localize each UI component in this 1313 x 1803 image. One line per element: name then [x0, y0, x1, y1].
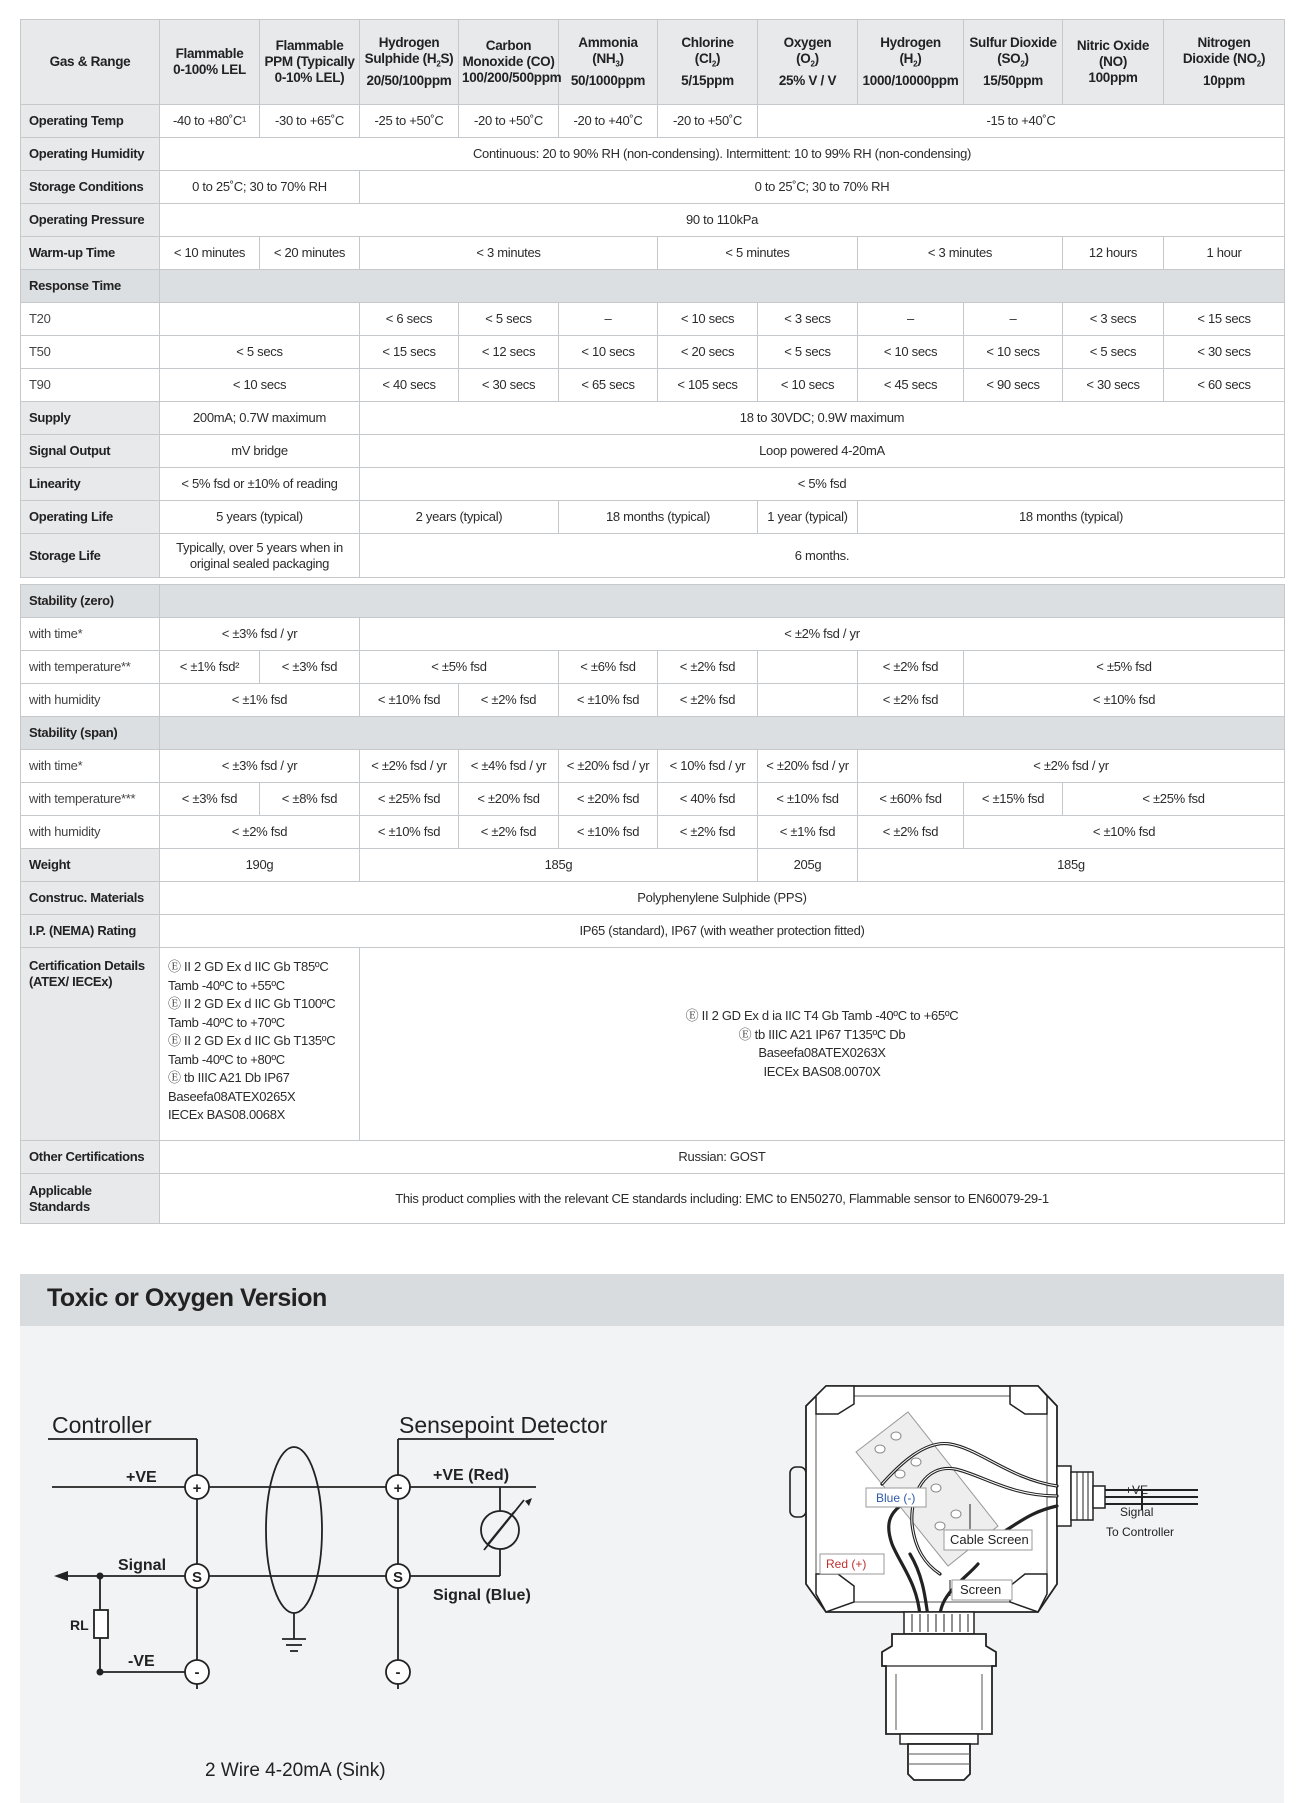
cell: -20 to +40˚C: [559, 105, 658, 138]
row-signal-output: [21, 435, 1285, 468]
row-label: T90: [21, 369, 160, 402]
cell: –: [559, 303, 658, 336]
cell: 1 year (typical): [758, 501, 858, 534]
cell: < ±10% fsd: [360, 684, 459, 717]
controller-label: Controller: [52, 1412, 152, 1438]
row-zero-with-humidity: [21, 684, 1285, 717]
col-h2: Hydrogen $(H_2)$ 1000/10000ppm: [858, 20, 964, 105]
cell: This product complies with the relevant CE standards including: EMC to EN50270, Flammable sensor to EN60079-29-1: [160, 1174, 1285, 1224]
cell: < 3 minutes: [858, 237, 1063, 270]
screen-label: Screen: [960, 1582, 1002, 1597]
cert-left: Ⓔ II 2 GD Ex d IIC Gb T85ºC Tamb -40ºC to +55ºC Ⓔ II 2 GD Ex d IIC Gb T100ºC Tamb -40ºC to +70ºC Ⓔ II 2 GD Ex d IIC Gb T135ºC Tamb -40ºC to +80ºC Ⓔ tb IIIC A21 Db IP67 Baseefa08ATEX0265X IECEx BAS08.0068X: [160, 948, 360, 1141]
cell: < ±5% fsd: [964, 651, 1285, 684]
cell: < ±25% fsd: [1063, 783, 1285, 816]
cell: [758, 651, 858, 684]
col-o2: Oxygen $(O_2)$ 25% V / V: [758, 20, 858, 105]
cell: < 40% fsd: [658, 783, 758, 816]
terminal-plus: +: [393, 1480, 403, 1497]
cell: < 30 secs: [1164, 336, 1285, 369]
cell: < ±5% fsd: [360, 651, 559, 684]
cell: < ±2% fsd: [858, 684, 964, 717]
header-corner: Gas & Range: [21, 20, 160, 105]
row-span-with-time: [21, 750, 1285, 783]
col-no2: Nitrogen Dioxide $(NO_2)$ 10ppm: [1164, 20, 1285, 105]
cell: < 90 secs: [964, 369, 1063, 402]
cell: 1 hour: [1164, 237, 1285, 270]
row-operating-temp: [21, 105, 1285, 138]
cell: < 5 secs: [758, 336, 858, 369]
cell: Russian: GOST: [160, 1141, 1285, 1174]
cell: < 30 secs: [1063, 369, 1164, 402]
section-fill: [160, 270, 1285, 303]
row-zero-with-temperature: [21, 651, 1285, 684]
cell: < 15 secs: [1164, 303, 1285, 336]
cell: < ±10% fsd: [964, 816, 1285, 849]
section-fill: [160, 717, 1285, 750]
row-label: with humidity: [21, 684, 160, 717]
terminal-minus: -: [194, 1664, 200, 1681]
junction-dot: [97, 1669, 104, 1676]
cell: < ±2% fsd / yr: [360, 618, 1285, 651]
cell: 0 to 25˚C; 30 to 70% RH: [160, 171, 360, 204]
cell: 18 to 30VDC; 0.9W maximum: [360, 402, 1285, 435]
cell: < 15 secs: [360, 336, 459, 369]
row-label: T20: [21, 303, 160, 336]
cell: < ±20% fsd / yr: [559, 750, 658, 783]
cell: < 5% fsd: [360, 468, 1285, 501]
cell: -30 to +65˚C: [260, 105, 360, 138]
terminal-minus: -: [395, 1664, 401, 1681]
cell: 185g: [360, 849, 758, 882]
row-span-with-temperature: [21, 783, 1285, 816]
row-construction-materials: [21, 882, 1285, 915]
row-storage-life: [21, 534, 1285, 578]
cell: < 10 secs: [964, 336, 1063, 369]
cell: < ±1% fsd²: [160, 651, 260, 684]
cell: Polyphenylene Sulphide (PPS): [160, 882, 1285, 915]
section-label: Stability (zero): [21, 585, 160, 618]
cell: 0 to 25˚C; 30 to 70% RH: [360, 171, 1285, 204]
out-signal-label: Signal: [1120, 1505, 1154, 1519]
cell: < ±2% fsd: [658, 684, 758, 717]
cell: 190g: [160, 849, 360, 882]
cell: 90 to 110kPa: [160, 204, 1285, 237]
row-certification: [21, 948, 1285, 1141]
row-label: I.P. (NEMA) Rating: [21, 915, 160, 948]
row-ip-rating: [21, 915, 1285, 948]
row-label: with time*: [21, 618, 160, 651]
row-label: Construc. Materials: [21, 882, 160, 915]
section-response-time: [21, 270, 1285, 303]
row-label: Warm-up Time: [21, 237, 160, 270]
terminal-s: S: [392, 1569, 404, 1586]
row-storage-conditions: [21, 171, 1285, 204]
col-cl2: Chlorine $(Cl_2)$ 5/15ppm: [658, 20, 758, 105]
cell: < 10 secs: [658, 303, 758, 336]
cell: < 60 secs: [1164, 369, 1285, 402]
cell: < 20 minutes: [260, 237, 360, 270]
wiring-diagrams: [20, 1274, 1284, 1803]
terminals: [185, 1475, 410, 1684]
pve-label: +VE: [126, 1469, 157, 1486]
cell: -25 to +50˚C: [360, 105, 459, 138]
col-h2s: Hydrogen Sulphide $(H_2S)$ 20/50/100ppm: [360, 20, 459, 105]
junction-dot: [97, 1573, 104, 1580]
cell: 2 years (typical): [360, 501, 559, 534]
section-title: Toxic or Oxygen Version: [47, 1284, 327, 1312]
specification-table: [20, 19, 1285, 1224]
cell: 200mA; 0.7W maximum: [160, 402, 360, 435]
red-wire-label: Red (+): [826, 1557, 867, 1571]
cell: 12 hours: [1063, 237, 1164, 270]
row-label: Applicable Standards: [21, 1174, 160, 1224]
cell: < ±25% fsd: [360, 783, 459, 816]
cell: < 10 secs: [758, 369, 858, 402]
cell: 5 years (typical): [160, 501, 360, 534]
blue-wire-label: Blue (-): [876, 1491, 916, 1505]
row-label: Supply: [21, 402, 160, 435]
cell: < ±2% fsd: [658, 816, 758, 849]
row-warmup-time: [21, 237, 1285, 270]
cell: < 5% fsd or ±10% of reading: [160, 468, 360, 501]
toxic-oxygen-section: [20, 1274, 1284, 1803]
cell: < 20 secs: [658, 336, 758, 369]
cell: < 12 secs: [459, 336, 559, 369]
nve-label: -VE: [128, 1653, 155, 1670]
col-flammable-ppm: Flammable PPM (Typically 0-10% LEL): [260, 20, 360, 105]
cell: Continuous: 20 to 90% RH (non-condensing). Intermittent: 10 to 99% RH (non-condensing): [160, 138, 1285, 171]
cell: < ±20% fsd / yr: [758, 750, 858, 783]
row-t20: [21, 303, 1285, 336]
row-label: Operating Humidity: [21, 138, 160, 171]
cell: < ±10% fsd: [758, 783, 858, 816]
col-co: Carbon Monoxide (CO) 100/200/500ppm: [459, 20, 559, 105]
row-weight: [21, 849, 1285, 882]
cell: < 3 secs: [1063, 303, 1164, 336]
cell: < 6 secs: [360, 303, 459, 336]
cell: mV bridge: [160, 435, 360, 468]
cell: IP65 (standard), IP67 (with weather protection fitted): [160, 915, 1285, 948]
terminal-plus: +: [192, 1480, 202, 1497]
cell: < 5 secs: [1063, 336, 1164, 369]
cell: < ±2% fsd: [160, 816, 360, 849]
cable-screen-label: Cable Screen: [950, 1532, 1029, 1547]
cell: -20 to +50˚C: [658, 105, 758, 138]
row-label: Weight: [21, 849, 160, 882]
detector-label: Sensepoint Detector: [399, 1412, 608, 1438]
row-operating-humidity: [21, 138, 1285, 171]
cell: Loop powered 4-20mA: [360, 435, 1285, 468]
cell: < 3 minutes: [360, 237, 658, 270]
cell: < 3 secs: [758, 303, 858, 336]
cell: [160, 303, 360, 336]
row-label: Linearity: [21, 468, 160, 501]
row-t90: [21, 369, 1285, 402]
cell: -15 to +40˚C: [758, 105, 1285, 138]
cell: < ±3% fsd: [260, 651, 360, 684]
diagram-caption: 2 Wire 4-20mA (Sink): [205, 1760, 386, 1781]
col-flammable-lel: Flammable 0-100% LEL: [160, 20, 260, 105]
row-supply: [21, 402, 1285, 435]
cell: < ±2% fsd / yr: [858, 750, 1285, 783]
row-label: T50: [21, 336, 160, 369]
row-label: Storage Life: [21, 534, 160, 578]
cell: < 5 secs: [459, 303, 559, 336]
row-label: Operating Life: [21, 501, 160, 534]
cell: < ±60% fsd: [858, 783, 964, 816]
cell: < ±2% fsd: [459, 684, 559, 717]
signal-blue-label: Signal (Blue): [433, 1587, 531, 1604]
cell: –: [858, 303, 964, 336]
cell: < ±2% fsd / yr: [360, 750, 459, 783]
row-label: with temperature***: [21, 783, 160, 816]
section-label: Stability (span): [21, 717, 160, 750]
cell: < 30 secs: [459, 369, 559, 402]
cell: -20 to +50˚C: [459, 105, 559, 138]
col-so2: Sulfur Dioxide $(SO_2)$ 15/50ppm: [964, 20, 1063, 105]
cell: < 65 secs: [559, 369, 658, 402]
cell: < 40 secs: [360, 369, 459, 402]
cell: –: [964, 303, 1063, 336]
signal-label: Signal: [118, 1557, 167, 1574]
cell: < ±1% fsd: [160, 684, 360, 717]
row-t50: [21, 336, 1285, 369]
variable-arrow-icon: [525, 1498, 532, 1506]
row-other-certifications: [21, 1141, 1285, 1174]
cell: < ±3% fsd: [160, 783, 260, 816]
pve-red-label: +VE (Red): [433, 1467, 510, 1484]
row-label: Certification Details (ATEX/ IECEx): [21, 948, 160, 1141]
terminal-s: S: [191, 1569, 203, 1586]
row-label: Other Certifications: [21, 1141, 160, 1174]
cell: < ±4% fsd / yr: [459, 750, 559, 783]
cell: < 5 minutes: [658, 237, 858, 270]
cell: < 10 minutes: [160, 237, 260, 270]
cell: < ±10% fsd: [964, 684, 1285, 717]
row-zero-with-time: [21, 618, 1285, 651]
cell: 18 months (typical): [559, 501, 758, 534]
out-pve-label: +VE: [1125, 1483, 1149, 1497]
row-applicable-standards: [21, 1174, 1285, 1224]
row-operating-pressure: [21, 204, 1285, 237]
cell: < ±2% fsd: [658, 651, 758, 684]
cell: < ±20% fsd: [459, 783, 559, 816]
cell: < ±3% fsd / yr: [160, 750, 360, 783]
cell: 205g: [758, 849, 858, 882]
row-label: Operating Temp: [21, 105, 160, 138]
signal-arrow-icon: [54, 1571, 68, 1581]
rl-label: RL: [70, 1617, 89, 1633]
section-label: Response Time: [21, 270, 160, 303]
cell: < 10% fsd / yr: [658, 750, 758, 783]
cell: < ±2% fsd: [858, 816, 964, 849]
cell: 185g: [858, 849, 1285, 882]
cell: < ±8% fsd: [260, 783, 360, 816]
row-label: with temperature**: [21, 651, 160, 684]
section-fill: [160, 585, 1285, 618]
row-label: with humidity: [21, 816, 160, 849]
row-label: Signal Output: [21, 435, 160, 468]
cell: < ±6% fsd: [559, 651, 658, 684]
row-linearity: [21, 468, 1285, 501]
col-no: Nitric Oxide (NO) 100ppm: [1063, 20, 1164, 105]
cell: < 10 secs: [858, 336, 964, 369]
cell: < 5 secs: [160, 336, 360, 369]
row-label: Operating Pressure: [21, 204, 160, 237]
cell: < ±10% fsd: [559, 684, 658, 717]
cell: < ±10% fsd: [559, 816, 658, 849]
col-nh3: Ammonia $(NH_3)$ 50/1000ppm: [559, 20, 658, 105]
cell: < 10 secs: [559, 336, 658, 369]
cell: 6 months.: [360, 534, 1285, 578]
row-span-with-humidity: [21, 816, 1285, 849]
section-stability-zero: [21, 585, 1285, 618]
cell: < 10 secs: [160, 369, 360, 402]
cert-right: Ⓔ II 2 GD Ex d ia IIC T4 Gb Tamb -40ºC to +65ºC Ⓔ tb IIIC A21 IP67 T135ºC Db Baseefa08ATEX0263X IECEx BAS08.0070X: [360, 948, 1285, 1141]
cell: < ±2% fsd: [858, 651, 964, 684]
spacer: [21, 578, 1285, 585]
row-operating-life: [21, 501, 1285, 534]
section-stability-span: [21, 717, 1285, 750]
cell: < ±3% fsd / yr: [160, 618, 360, 651]
to-controller-label: To Controller: [1106, 1525, 1175, 1539]
cell: [758, 684, 858, 717]
cell: < ±10% fsd: [360, 816, 459, 849]
cell: < 105 secs: [658, 369, 758, 402]
cell: < ±2% fsd: [459, 816, 559, 849]
cell: < 45 secs: [858, 369, 964, 402]
cell: -40 to +80˚C¹: [160, 105, 260, 138]
cell: < ±15% fsd: [964, 783, 1063, 816]
cell: 18 months (typical): [858, 501, 1285, 534]
cell: < ±20% fsd: [559, 783, 658, 816]
row-label: with time*: [21, 750, 160, 783]
cell: Typically, over 5 years when in original sealed packaging: [160, 534, 360, 578]
header-row: [21, 20, 1285, 105]
cell: < ±1% fsd: [758, 816, 858, 849]
row-label: Storage Conditions: [21, 171, 160, 204]
